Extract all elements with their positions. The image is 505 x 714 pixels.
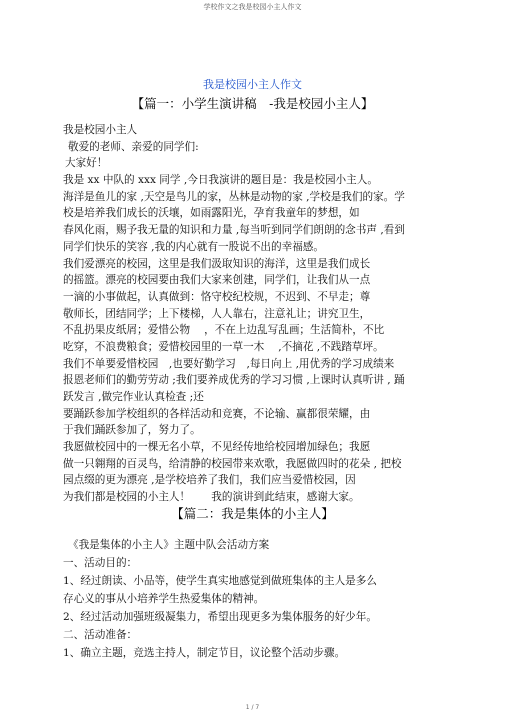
section2-body [63,536,463,662]
text-line: 我们爱漂亮的校园，这里是我们汲取知识的海洋，这里是我们成长 [63,257,371,270]
text-line: 敬师长，团结同学；上下楼梯，人人靠右，注意礼让；讲究卫生， [63,307,371,320]
text-line: 敬爱的老师、亲爱的同学们: [68,140,199,153]
text-line: 一滴的小事做起，认真做到：恪守校纪校规，不迟到、不早走；尊 [63,290,371,303]
text-line: 吃穿，不浪费粮食；爱惜校园里的一草一木 ,不摘花 ,不践踏草坪。 [63,340,384,353]
text-line: 二、活动准备： [63,629,138,641]
text-line: 我愿做校园中的一棵无名小草，不见经传地给校园增加绿色；我愿 [63,441,371,454]
page-header: 学校作文之我是校园小主人作文 [203,3,302,11]
text-line: 做一只翱翔的百灵鸟，给清静的校园带来欢歌，我愿做四时的花朵 , 把校 [63,457,402,470]
text-line: 校是培养我们成长的沃壤，如雨露阳光，孕育我童年的梦想，如 [63,207,360,220]
text-line: 2、经过活动加强班级凝集力，希望出现更多为集体服务的好少年。 [63,611,377,623]
text-line: 1、经过朗读、小品等，使学生真实地感觉到做班集体的主人是多么 [63,575,377,587]
text-line: 园点缀的更为漂亮 ,是学校培养了我们，我们应当爱惜校园，因 [63,474,356,487]
text-line: 报恩老师们的勤劳劳动 ;我们要养成优秀的学习习惯 ,上课时认真听讲 , 踊 [63,374,405,387]
section2-title: 【篇二：我是集体的小主人】 [171,506,334,521]
text-line: 为我们都是校园的小主人！ 我的演讲到此结束，感谢大家。 [63,491,360,504]
text-line: 同学们快乐的笑容 ,我的内心就有一股说不出的幸福感。 [63,240,324,253]
text-line: 春风化雨，赐予我无量的知识和力量 ,每当听到同学们朗朗的念书声 ,看到 [63,224,405,237]
section1-title: 【篇一：小学生演讲稿 -我是校园小主人】 [131,96,374,111]
text-line: 的摇篮。漂亮的校园要由我们大家来创建，同学们，让我们从一点 [63,274,371,287]
text-line: 《我是集体的小主人》主题中队会活动方案 [68,539,270,551]
text-line: 大家好！ [65,157,108,170]
text-line: 1、确立主题，竞选主持人，制定节目，议论整个活动步骤。 [63,647,346,659]
text-line: 跃发言 ,做完作业认真检查 ;还 [63,391,204,403]
text-line: 海洋是鱼儿的家 ,天空是鸟儿的家，丛林是动物的家 ,学校是我们的家。学 [63,190,405,203]
text-line: 要踊跃参加学校组织的各样活动和竞赛，不论输、赢都很荣耀，由 [63,407,371,420]
text-line: 我们不单要爱惜校园 ,也要好勤学习 ,每日向上 ,用优秀的学习成绩来 [63,357,395,370]
text-line: 于我们踊跃参加了，努力了。 [63,424,201,437]
text-line: 不乱扔果皮纸屑；爱惜公物 ，不在上边乱写乱画；生活简朴，不比 [63,324,385,337]
text-line: 一、活动目的： [63,557,138,569]
text-line: 存心义的事从小培养学生热爱集体的精神。 [63,593,265,605]
document-title: 我是校园小主人作文 [203,78,302,91]
section1-body [63,122,463,506]
text-line: 我是校园小主人 [63,124,138,136]
page-number: 1 / 7 [245,704,260,711]
text-line: 我是 xx 中队的 xxx 同学 ,今日我演讲的题目是：我是校园小主人。 [63,174,378,187]
